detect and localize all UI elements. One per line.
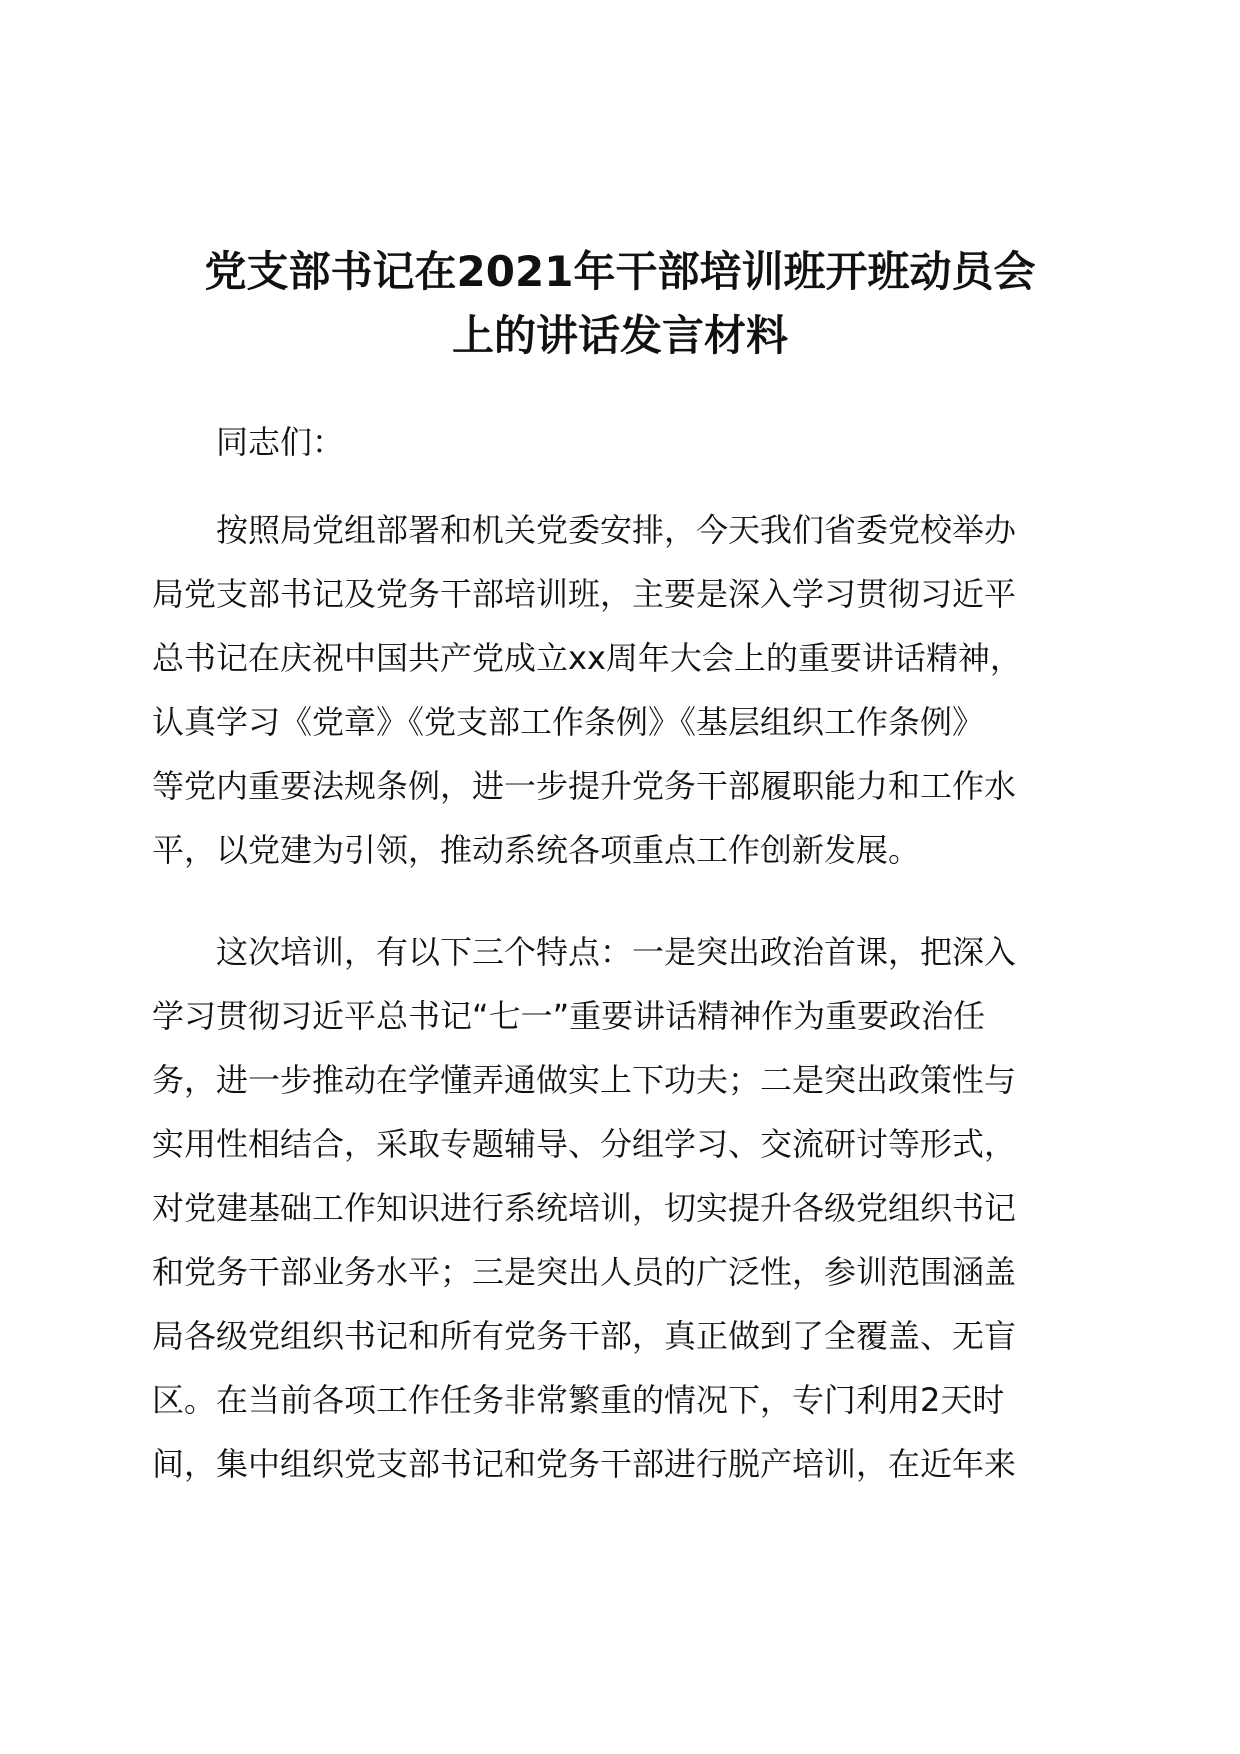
title-line-1: 党支部书记在2021年干部培训班开班动员会 [204,247,1036,296]
title-line-2: 上的讲话发言材料 [451,311,788,360]
paragraph-line: 间，集中组织党支部书记和党务干部进行脱产培训，在近年来 [152,1445,1017,1483]
paragraph-line: 按照局党组部署和机关党委安排，今天我们省委党校举办 [216,511,1017,549]
paragraph-2 [152,920,1088,1496]
paragraph-line: 区。在当前各项工作任务非常繁重的情况下，专门利用2天时 [152,1381,1005,1419]
paragraph-1 [152,498,1088,882]
paragraph-line: 这次培训，有以下三个特点：一是突出政治首课，把深入 [216,933,1017,971]
paragraph-line: 平，以党建为引领，推动系统各项重点工作创新发展。 [152,831,921,869]
paragraph-line: 实用性相结合，采取专题辅导、分组学习、交流研讨等形式， [152,1125,1017,1163]
salutation: 同志们： [216,423,345,461]
paragraph-line: 总书记在庆祝中国共产党成立xx周年大会上的重要讲话精神， [152,639,1022,677]
paragraph-line: 局各级党组织书记和所有党务干部，真正做到了全覆盖、无盲 [152,1317,1017,1355]
paragraph-line: 等党内重要法规条例，进一步提升党务干部履职能力和工作水 [152,767,1017,805]
document-title [140,240,1100,368]
paragraph-line: 对党建基础工作知识进行系统培训，切实提升各级党组织书记 [152,1189,1017,1227]
paragraph-line: 学习贯彻习近平总书记“七一”重要讲话精神作为重要政治任 [152,997,986,1035]
paragraph-line: 局党支部书记及党务干部培训班，主要是深入学习贯彻习近平 [152,575,1017,613]
paragraph-line: 和党务干部业务水平；三是突出人员的广泛性，参训范围涵盖 [152,1253,1017,1291]
paragraph-line: 务，进一步推动在学懂弄通做实上下功夫；二是突出政策性与 [152,1061,1017,1099]
paragraph-line: 认真学习《党章》《党支部工作条例》《基层组织工作条例》 [152,703,985,741]
